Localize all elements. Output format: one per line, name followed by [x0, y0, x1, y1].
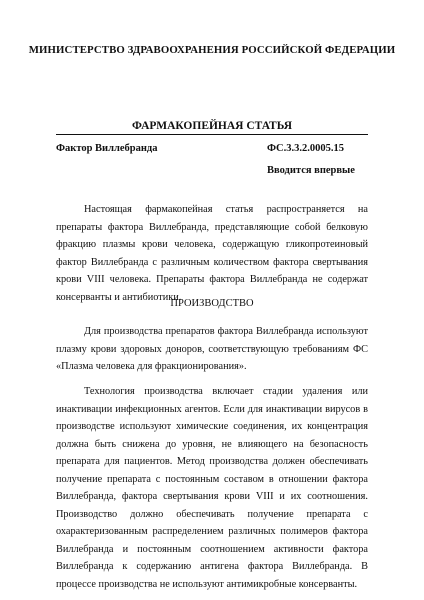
ministry-heading: МИНИСТЕРСТВО ЗДРАВООХРАНЕНИЯ РОССИЙСКОЙ ФЕДЕРАЦИИ	[28, 44, 396, 56]
document-type-heading: ФАРМАКОПЕЙНАЯ СТАТЬЯ	[131, 120, 293, 132]
section-heading-production: ПРОИЗВОДСТВО	[170, 298, 254, 309]
production-paragraph-1: Для производства препаратов фактора Виллебранда используют плазму крови здоровых доноров, соответствующую требованиям ФС «Плазма человека для фракционирования».	[56, 326, 368, 372]
production-paragraph-2: Технология производства включает стадии удаления или инактивации инфекционных агентов. Если для инактивации вирусов в производстве используют химические соединения, их концентрация должна быть снижена до уровня, не влияющего на безопасность препарата для пациентов. Метод производства должен обеспечивать получение препарата с постоянным составом в отношении фактора Виллебранда, фактора свертывания крови VIII и их соотношения. Производство должно обеспечивать получение препарата с охарактеризованным распределением различных полимеров фактора Виллебранда и постоянным соотношением активности фактора Виллебранда к содержанию антигена фактора Виллебранда. В процессе производства не используют антимикробные консерванты.	[56, 386, 368, 590]
article-name: Фактор Виллебранда	[56, 143, 158, 154]
article-status: Вводится впервые	[267, 165, 355, 176]
title-divider	[56, 134, 368, 135]
intro-paragraph: Настоящая фармакопейная статья распространяется на препараты фактора Виллебранда, представляющие собой белковую фракцию плазмы крови человека, содержащую гликопротеиновый фактор Виллебранда с различным количеством фактора свертывания крови VIII человека. Препараты фактора Виллебранда не содержат консерванты и антибиотики.	[56, 204, 368, 303]
article-code: ФС.3.3.2.0005.15	[267, 143, 344, 154]
